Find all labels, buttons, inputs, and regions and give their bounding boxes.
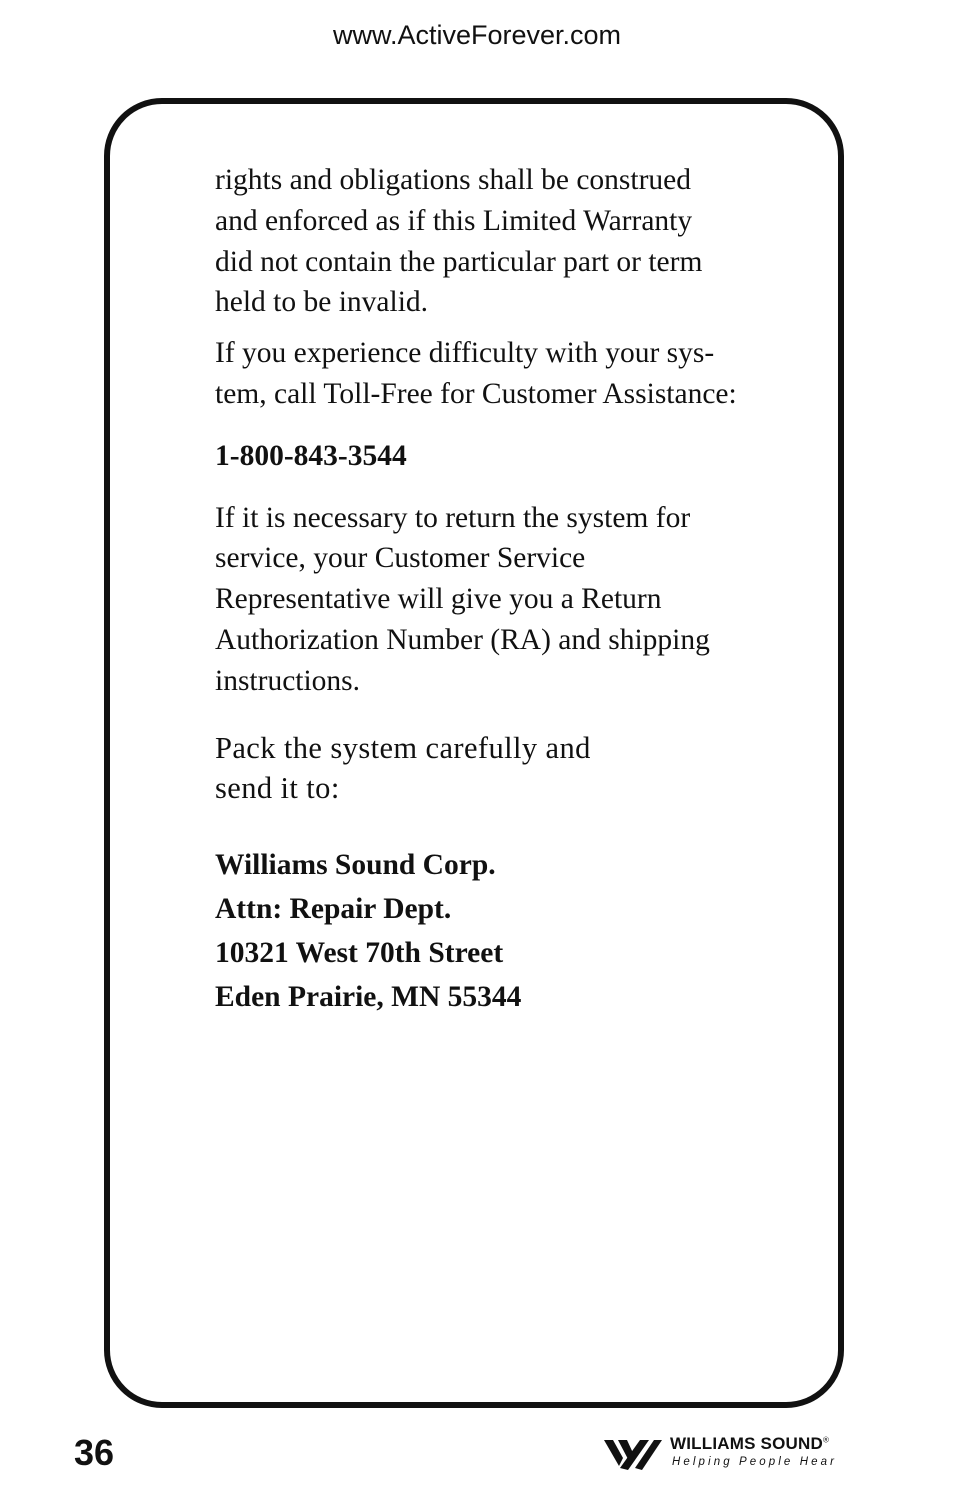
text-line: If it is necessary to return the system for bbox=[215, 501, 691, 534]
text-line: If you experience difficulty with your sys- bbox=[215, 337, 715, 370]
logo-brand-name: WILLIAMS SOUND® bbox=[670, 1434, 830, 1453]
page-content bbox=[215, 160, 805, 1019]
williams-sound-logo bbox=[604, 1434, 864, 1474]
text-line: rights and obligations shall be construed bbox=[215, 164, 692, 196]
address-line: Attn: Repair Dept. bbox=[215, 892, 452, 925]
text-line: and enforced as if this Limited Warranty bbox=[215, 204, 693, 237]
site-url: www.ActiveForever.com bbox=[332, 20, 622, 50]
williams-sound-logo-icon bbox=[604, 1436, 664, 1470]
text-line: tem, call Toll-Free for Customer Assistance: bbox=[215, 377, 737, 410]
text-line: Pack the system carefully and bbox=[215, 730, 591, 765]
logo-tagline: Helping People Hear bbox=[672, 1456, 838, 1468]
text-line: held to be invalid. bbox=[215, 286, 429, 319]
pack-paragraph bbox=[215, 728, 805, 810]
address-line: Williams Sound Corp. bbox=[215, 849, 496, 882]
text-line: send it to: bbox=[215, 771, 340, 806]
warranty-paragraph bbox=[215, 160, 805, 323]
return-paragraph bbox=[215, 498, 805, 702]
text-line: instructions. bbox=[215, 664, 361, 697]
assistance-paragraph bbox=[215, 333, 805, 415]
address-line: Eden Prairie, MN 55344 bbox=[215, 980, 522, 1013]
address-line: 10321 West 70th Street bbox=[215, 936, 504, 969]
phone-number: 1-800-843-3544 bbox=[215, 439, 407, 472]
mailing-address bbox=[215, 844, 805, 1019]
text-line: Authorization Number (RA) and shipping bbox=[215, 623, 710, 656]
text-line: service, your Customer Service bbox=[215, 542, 586, 575]
page-number: 36 bbox=[74, 1432, 115, 1473]
text-line: Representative will give you a Return bbox=[215, 583, 662, 616]
text-line: did not contain the particular part or term bbox=[215, 245, 703, 278]
